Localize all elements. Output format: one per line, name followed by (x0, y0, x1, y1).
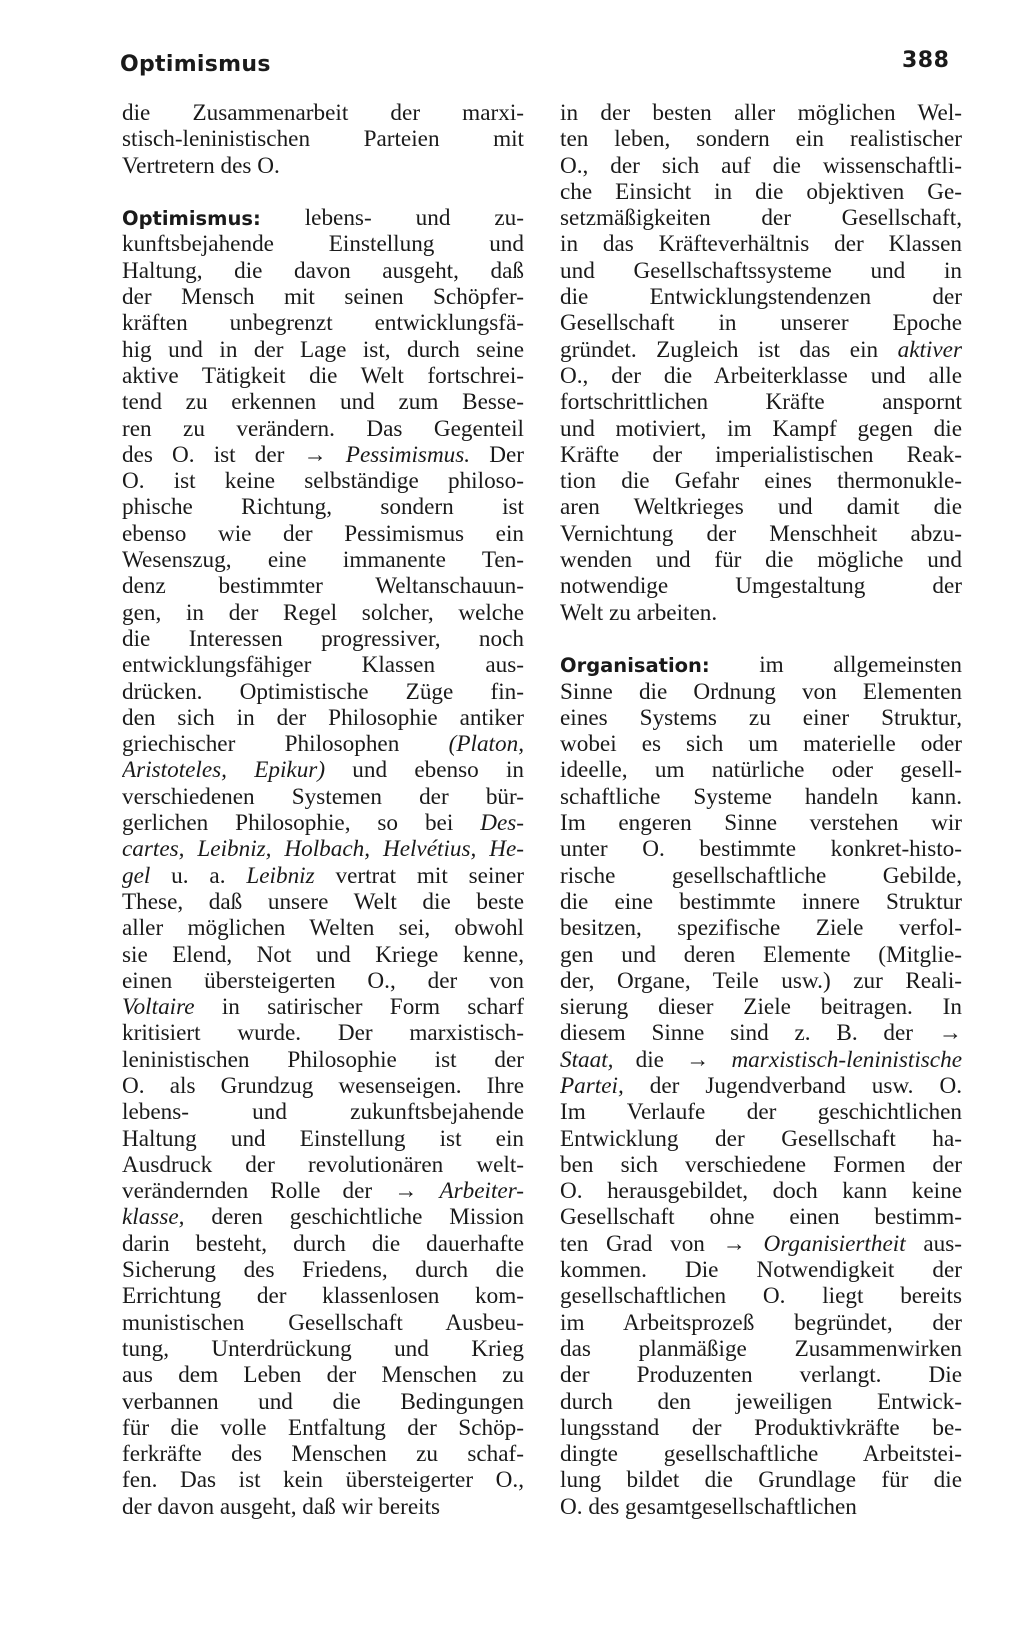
text-line (122, 1389, 524, 1415)
text-line (560, 836, 962, 862)
text-run: die → (613, 1046, 732, 1073)
text-line (122, 231, 524, 257)
text-run: setzmäßigkeiten der Gesellschaft, (560, 205, 962, 232)
text-run: O., der sich auf die wissenschaftli- (560, 152, 962, 179)
text-line (560, 889, 962, 915)
text-line (122, 1020, 524, 1046)
text-run: gründet. Zugleich ist das ein (560, 336, 898, 363)
text-line (560, 1441, 962, 1467)
text-run: lung bildet die Grundlage für die (560, 1467, 962, 1494)
text-line (560, 179, 962, 205)
text-run: stisch-leninistischen Parteien mit (122, 126, 524, 153)
paragraph-gap (122, 179, 524, 205)
text-run: kritisiert wurde. Der marxistisch- (122, 1020, 524, 1047)
text-run: che Einsicht in die objektiven Ge- (560, 178, 962, 205)
text-line (122, 1099, 524, 1125)
text-run: eines Systems zu einer Struktur, (560, 704, 962, 731)
text-run: gesellschaftlichen O. liegt bereits (560, 1283, 962, 1310)
text-line (560, 600, 962, 626)
text-run: wenden und für die mögliche und (560, 547, 962, 574)
text-run: phische Richtung, sondern ist (122, 494, 524, 521)
text-run: vertrat mit seiner (314, 862, 524, 889)
text-run: lebens- und zukunftsbejahende (122, 1099, 524, 1126)
text-line (122, 1152, 524, 1178)
italic-reference: Partei, (560, 1072, 624, 1099)
text-run: im Arbeitsprozeß begründet, der (560, 1309, 962, 1336)
text-run: Vertretern des O. (122, 152, 280, 179)
text-line (122, 810, 524, 836)
text-run: gerlichen Philosophie, so bei (122, 810, 481, 837)
italic-reference: Arbeiter- (439, 1178, 524, 1205)
text-run: Ausdruck der revolutionären welt- (122, 1151, 524, 1178)
text-line (560, 205, 962, 231)
text-run: ten leben, sondern ein realistischer (560, 126, 962, 153)
text-line (122, 731, 524, 757)
text-run: den sich in der Philosophie antiker (122, 704, 524, 731)
text-run: die Entwicklungstendenzen der (560, 284, 962, 311)
text-line (122, 1441, 524, 1467)
text-run: die Interessen progressiver, noch (122, 625, 524, 652)
text-run: u. a. (150, 862, 247, 889)
text-line (122, 153, 524, 179)
text-run: für die volle Entfaltung der Schöp- (122, 1414, 524, 1441)
text-line (122, 626, 524, 652)
text-run: O., der die Arbeiterklasse und alle (560, 362, 962, 389)
italic-reference: cartes, Leibniz, Holbach, Helvétius, He- (122, 836, 524, 863)
text-line (122, 363, 524, 389)
text-line (122, 337, 524, 363)
text-run: tend zu erkennen und zum Besse- (122, 389, 524, 416)
text-line (560, 1020, 962, 1046)
text-line (122, 1126, 524, 1152)
text-run: hig und in der Lage ist, durch seine (122, 336, 524, 363)
text-run: kommen. Die Notwendigkeit der (560, 1257, 962, 1284)
text-run: drücken. Optimistische Züge fin- (122, 678, 524, 705)
text-run: durch den jeweiligen Entwick- (560, 1388, 962, 1415)
text-run: verbannen und die Bedingungen (122, 1388, 524, 1415)
text-run: entwicklungsfähiger Klassen aus- (122, 652, 524, 679)
text-line (560, 705, 962, 731)
text-line (560, 416, 962, 442)
italic-reference: Des- (480, 810, 524, 837)
text-run: notwendige Umgestaltung der (560, 573, 962, 600)
text-run: ferkräfte des Menschen zu schaf- (122, 1441, 524, 1468)
text-line (122, 1310, 524, 1336)
text-line (122, 442, 524, 468)
italic-reference: Organisiertheit (763, 1230, 906, 1257)
running-head: Optimismus (120, 52, 271, 77)
text-line (560, 1415, 962, 1441)
text-run: der, Organe, Teile usw.) zur Reali- (560, 967, 962, 994)
text-line (122, 1073, 524, 1099)
italic-reference: Pessimismus. (345, 441, 471, 468)
text-line (560, 1047, 962, 1073)
text-line (122, 1494, 524, 1520)
text-line (560, 757, 962, 783)
italic-reference: gel (122, 862, 151, 889)
text-run: Haltung, die davon ausgeht, daß (122, 257, 524, 284)
text-line (560, 310, 962, 336)
text-run: aus- (905, 1230, 962, 1257)
text-line (560, 731, 962, 757)
text-line (122, 494, 524, 520)
text-line (122, 468, 524, 494)
text-line (560, 1152, 962, 1178)
text-line (122, 573, 524, 599)
text-run: ideelle, um natürliche oder gesell- (560, 757, 962, 784)
text-line (122, 994, 524, 1020)
italic-reference: Voltaire (122, 994, 195, 1021)
text-line (560, 1178, 962, 1204)
text-line (122, 1047, 524, 1073)
entry-headword: Optimismus: (122, 207, 261, 231)
text-line (560, 1126, 962, 1152)
text-line (560, 521, 962, 547)
text-run: die eine bestimmte innere Struktur (560, 888, 962, 915)
text-line (560, 1362, 962, 1388)
text-line (122, 679, 524, 705)
text-line (560, 1099, 962, 1125)
text-run: Vernichtung der Menschheit abzu- (560, 520, 962, 547)
text-line (122, 652, 524, 678)
text-run: diesem Sinne sind z. B. der → (560, 1020, 962, 1047)
text-run: O. des gesamtgesellschaftlichen (560, 1493, 857, 1520)
text-line (560, 968, 962, 994)
text-run: gen und deren Elemente (Mitglie- (560, 941, 962, 968)
text-line (560, 652, 962, 678)
text-line (122, 1204, 524, 1230)
italic-reference: klasse, (122, 1204, 185, 1231)
text-line (122, 600, 524, 626)
text-line (560, 468, 962, 494)
text-run: kräften unbegrenzt entwicklungsfä- (122, 310, 524, 337)
text-run: Haltung und Einstellung ist ein (122, 1125, 524, 1152)
text-line (122, 784, 524, 810)
text-line (122, 389, 524, 415)
text-line (122, 1415, 524, 1441)
text-line (122, 889, 524, 915)
text-run: lungsstand der Produktivkräfte be- (560, 1414, 962, 1441)
text-run: tion die Gefahr eines thermonukle- (560, 468, 962, 495)
text-run: ben sich verschiedene Formen der (560, 1151, 962, 1178)
text-line (560, 1283, 962, 1309)
italic-reference: Aristoteles, Epikur) (122, 757, 326, 784)
text-line (122, 705, 524, 731)
text-run: aller möglichen Welten sei, obwohl (122, 915, 524, 942)
text-run: Wesenszug, eine immanente Ten- (122, 547, 524, 574)
text-run: These, daß unsere Welt die beste (122, 888, 524, 915)
text-line (560, 810, 962, 836)
text-run: gen, in der Regel solcher, welche (122, 599, 524, 626)
text-run: ebenso wie der Pessimismus ein (122, 520, 524, 547)
text-line (122, 942, 524, 968)
text-run: Gesellschaft ohne einen bestimm- (560, 1204, 962, 1231)
italic-reference: marxistisch-leninistische (731, 1046, 962, 1073)
text-line (122, 1178, 524, 1204)
page-number: 388 (902, 48, 950, 73)
text-run: der Produzenten verlangt. Die (560, 1362, 962, 1389)
text-line (560, 1310, 962, 1336)
text-run: O. herausgebildet, doch kann keine (560, 1178, 962, 1205)
text-run: das planmäßige Zusammenwirken (560, 1335, 962, 1362)
text-run: lebens- und zu- (260, 205, 524, 232)
italic-reference: aktiver (897, 336, 962, 363)
text-run: aktive Tätigkeit die Welt fortschrei- (122, 362, 524, 389)
text-line (122, 521, 524, 547)
text-run: in der besten aller möglichen Wel- (560, 100, 962, 126)
text-line (122, 1336, 524, 1362)
text-line (560, 1257, 962, 1283)
text-line (122, 205, 524, 231)
text-run: schaftliche Systeme handeln kann. (560, 783, 962, 810)
paragraph-gap (560, 626, 962, 652)
text-line (560, 1073, 962, 1099)
text-run: sie Elend, Not und Kriege kenne, (122, 941, 524, 968)
text-line (560, 363, 962, 389)
italic-reference: (Platon, (448, 731, 524, 758)
text-run: Welt zu arbeiten. (560, 599, 718, 626)
text-run: Sinne die Ordnung von Elementen (560, 678, 962, 705)
text-run: rische gesellschaftliche Gebilde, (560, 862, 962, 889)
text-run: Sicherung des Friedens, durch die (122, 1257, 524, 1284)
text-line (560, 100, 962, 126)
text-line (560, 258, 962, 284)
text-line (560, 863, 962, 889)
text-run: und ebenso in (325, 757, 524, 784)
text-run: darin besteht, durch die dauerhafte (122, 1230, 524, 1257)
left-column (122, 100, 524, 1520)
italic-reference: Leibniz (246, 862, 315, 889)
text-line (560, 284, 962, 310)
text-line (560, 915, 962, 941)
text-line (560, 337, 962, 363)
text-line (122, 1231, 524, 1257)
text-line (122, 547, 524, 573)
text-run: fortschrittlichen Kräfte anspornt (560, 389, 962, 416)
italic-reference: Staat, (560, 1046, 614, 1073)
text-run: deren geschichtliche Mission (184, 1204, 524, 1231)
text-run: tung, Unterdrückung und Krieg (122, 1335, 524, 1362)
text-line (122, 757, 524, 783)
text-run: O. ist keine selbständige philoso- (122, 468, 524, 495)
entry-headword: Organisation: (560, 654, 710, 678)
text-line (560, 942, 962, 968)
text-line (122, 968, 524, 994)
text-run: der Jugendverband usw. O. (623, 1072, 962, 1099)
text-line (122, 836, 524, 862)
text-line (122, 915, 524, 941)
text-run: sierung dieser Ziele beitragen. In (560, 994, 962, 1021)
text-run: aren Weltkrieges und damit die (560, 494, 962, 521)
text-run: in das Kräfteverhältnis der Klassen (560, 231, 962, 258)
text-line (560, 994, 962, 1020)
text-line (560, 679, 962, 705)
text-run: in satirischer Form scharf (194, 994, 524, 1021)
text-run: der davon ausgeht, daß wir bereits (122, 1493, 441, 1520)
text-line (122, 310, 524, 336)
text-line (560, 231, 962, 257)
text-line (560, 494, 962, 520)
text-line (122, 863, 524, 889)
text-line (560, 389, 962, 415)
text-line (560, 1336, 962, 1362)
right-column (560, 100, 962, 1520)
text-line (560, 442, 962, 468)
text-run: munistischen Gesellschaft Ausbeu- (122, 1309, 524, 1336)
text-line (560, 1494, 962, 1520)
text-run: denz bestimmter Weltanschauun- (122, 573, 524, 600)
text-line (122, 1283, 524, 1309)
text-line (560, 784, 962, 810)
text-line (122, 100, 524, 126)
text-run: die Zusammenarbeit der marxi- (122, 100, 524, 126)
text-run: Im Verlaufe der geschichtlichen (560, 1099, 962, 1126)
text-line (122, 126, 524, 152)
text-run: besitzen, spezifische Ziele verfol- (560, 915, 962, 942)
text-run: und Gesellschaftssysteme und in (560, 257, 962, 284)
text-line (560, 547, 962, 573)
text-run: dingte gesellschaftliche Arbeitstei- (560, 1441, 962, 1468)
text-run: Kräfte der imperialistischen Reak- (560, 441, 962, 468)
text-line (122, 1467, 524, 1493)
text-run: kunftsbejahende Einstellung und (122, 231, 524, 258)
text-run: des O. ist der → (122, 441, 346, 468)
text-run: Der (470, 441, 524, 468)
text-run: wobei es sich um materielle oder (560, 731, 962, 758)
text-run: der Mensch mit seinen Schöpfer- (122, 284, 524, 311)
text-line (560, 1231, 962, 1257)
text-line (560, 573, 962, 599)
text-run: Entwicklung der Gesellschaft ha- (560, 1125, 962, 1152)
text-run: ren zu verändern. Das Gegenteil (122, 415, 524, 442)
text-run: griechischer Philosophen (122, 731, 449, 758)
text-run: verändernden Rolle der → (122, 1178, 440, 1205)
text-run: Gesellschaft in unserer Epoche (560, 310, 962, 337)
text-line (122, 284, 524, 310)
text-line (122, 1362, 524, 1388)
text-line (122, 1257, 524, 1283)
text-run: ten Grad von → (560, 1230, 764, 1257)
text-run: Im engeren Sinne verstehen wir (560, 810, 962, 837)
text-line (560, 1467, 962, 1493)
text-run: Errichtung der klassenlosen kom- (122, 1283, 524, 1310)
text-line (560, 1389, 962, 1415)
text-run: leninistischen Philosophie ist der (122, 1046, 524, 1073)
text-line (560, 153, 962, 179)
text-run: verschiedenen Systemen der bür- (122, 783, 524, 810)
text-run: fen. Das ist kein übersteigerter O., (122, 1467, 524, 1494)
text-line (560, 126, 962, 152)
text-run: aus dem Leben der Menschen zu (122, 1362, 524, 1389)
text-run: im allgemeinsten (709, 652, 962, 679)
text-run: und motiviert, im Kampf gegen die (560, 415, 962, 442)
text-line (122, 416, 524, 442)
text-run: O. als Grundzug wesenseigen. Ihre (122, 1072, 524, 1099)
text-line (560, 1204, 962, 1230)
text-line (122, 258, 524, 284)
text-run: einen übersteigerten O., der von (122, 967, 524, 994)
text-run: unter O. bestimmte konkret-histo- (560, 836, 962, 863)
